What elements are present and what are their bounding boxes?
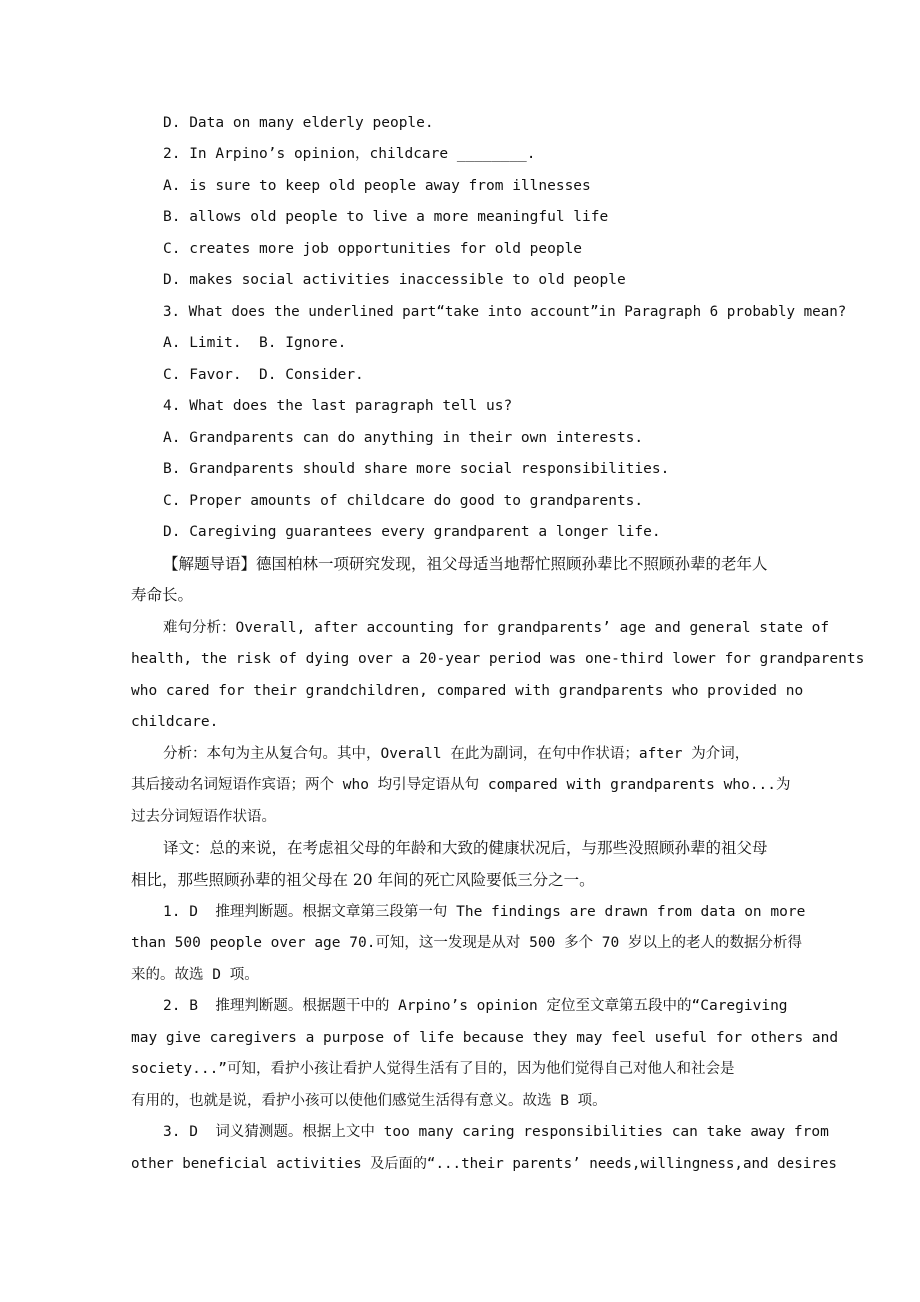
answer-2-line-4: 有用的，也就是说，看护小孩可以使他们感觉生活得有意义。故选 B 项。 [131, 1093, 607, 1109]
answer-1-line-3: 来的。故选 D 项。 [131, 967, 259, 983]
q2-stem: 2. In Arpino’s opinion，childcare ________. [163, 146, 536, 162]
q4-stem: 4. What does the last paragraph tell us? [163, 398, 513, 414]
answer-1-line-1: 1. D 推理判断题。根据文章第三段第一句 The findings are drawn from data on more [163, 904, 806, 920]
answer-2-line-3: society...”可知，看护小孩让看护人觉得生活有了目的，因为他们觉得自己对他人和社会是 [131, 1061, 735, 1077]
difficult-sentence-line-2: health, the risk of dying over a 20-year period was one-third lower for grandparents [131, 651, 865, 667]
answer-2-line-2: may give caregivers a purpose of life because they may feel useful for others and [131, 1030, 839, 1046]
q2-option-c: C. creates more job opportunities for old people [163, 241, 583, 257]
q2-option-a: A. is sure to keep old people away from illnesses [163, 178, 591, 194]
answer-3-line-2: other beneficial activities 及后面的“...their parents’ needs,willingness,and desires [131, 1156, 837, 1172]
q2-option-d: D. makes social activities inaccessible to old people [163, 272, 626, 288]
guide-line-1: 【解题导语】德国柏林一项研究发现，祖父母适当地帮忙照顾孙辈比不照顾孙辈的老年人 [163, 555, 768, 573]
analysis-line-2: 其后接动名词短语作宾语；两个 who 均引导定语从句 compared with grandparents who...为 [131, 777, 791, 793]
q3-stem: 3. What does the underlined part“take into account”in Paragraph 6 probably mean? [163, 304, 847, 320]
difficult-sentence-line-1: 难句分析：Overall, after accounting for grandparents’ age and general state of [163, 620, 830, 636]
q4-option-b: B. Grandparents should share more social responsibilities. [163, 461, 670, 477]
translation-line-1: 译文：总的来说，在考虑祖父母的年龄和大致的健康状况后，与那些没照顾孙辈的祖父母 [163, 839, 768, 857]
guide-line-2: 寿命长。 [131, 586, 194, 604]
translation-line-2: 相比，那些照顾孙辈的祖父母在 20 年间的死亡风险要低三分之一。 [131, 871, 595, 889]
q4-option-a: A. Grandparents can do anything in their own interests. [163, 430, 644, 446]
q2-option-b: B. allows old people to live a more meaningful life [163, 209, 609, 225]
q1-option-d: D. Data on many elderly people. [163, 115, 434, 131]
difficult-sentence-line-4: childcare. [131, 714, 219, 730]
answer-2-line-1: 2. B 推理判断题。根据题干中的 Arpino’s opinion 定位至文章第五段中的“Caregiving [163, 998, 788, 1014]
q4-option-d: D. Caregiving guarantees every grandparent a longer life. [163, 524, 661, 540]
difficult-sentence-line-3: who cared for their grandchildren, compared with grandparents who provided no [131, 683, 804, 699]
answer-3-line-1: 3. D 词义猜测题。根据上文中 too many caring responsibilities can take away from [163, 1124, 829, 1140]
q3-options-ab: A. Limit. B. Ignore. [163, 335, 347, 351]
q4-option-c: C. Proper amounts of childcare do good to grandparents. [163, 493, 644, 509]
analysis-line-1: 分析：本句为主从复合句。其中，Overall 在此为副词，在句中作状语；after 为介词， [163, 746, 750, 762]
analysis-line-3: 过去分词短语作状语。 [131, 809, 276, 825]
q3-options-cd: C. Favor. D. Consider. [163, 367, 364, 383]
answer-1-line-2: than 500 people over age 70.可知，这一发现是从对 500 多个 70 岁以上的老人的数据分析得 [131, 935, 802, 951]
